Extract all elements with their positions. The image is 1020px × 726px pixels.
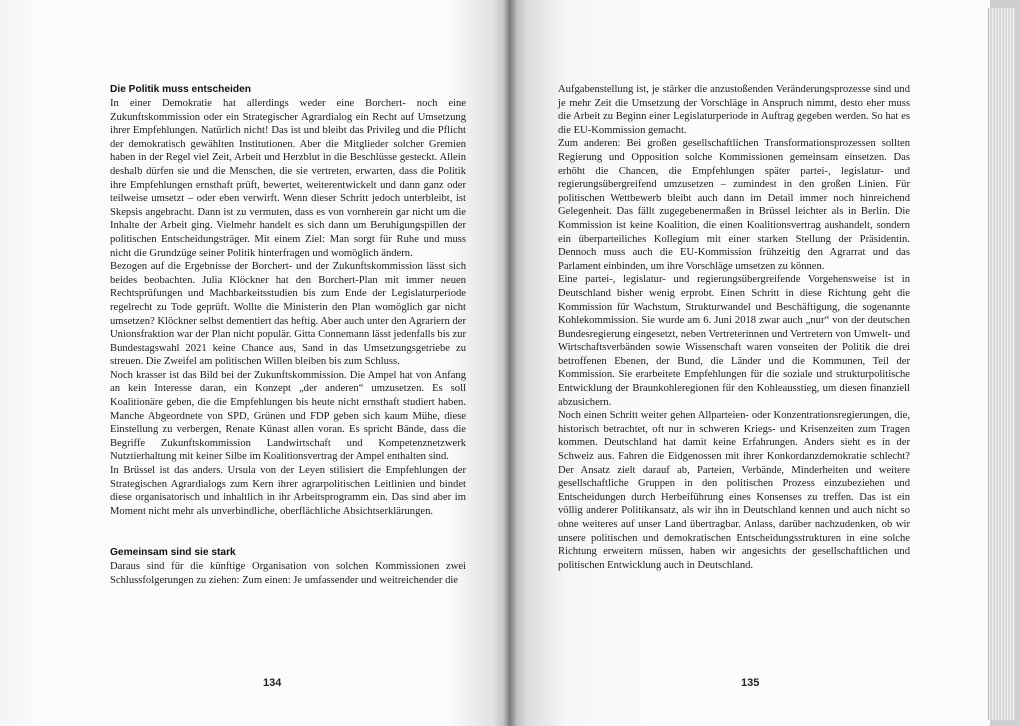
- paragraph: Eine partei-, legislatur- und regierungsübergreifende Vorgehensweise ist in Deutschland bisher wenig erprobt. Einen Schritt in diese Richtung geht die Kommission für Wachstum, Strukturwandel und Beschäftigung, die sogenannte Kohlekommission. Sie wurde am 6. Juni 2018 zwar auch „nur“ von der deutschen Bundesregierung eingesetzt, neben Vertreterinnen und Vertretern von Umwelt- und Wirtschaftsverbänden sowie Wissenschaft waren vonseiten der Politik die drei betroffenen Ebenen, der Bund, die Länder und die Kommunen, Teil der Kommission. Sie erarbeitete Empfehlungen für die soziale und strukturpolitische Entwicklung der Braunkohleregionen für den Kohleausstieg, um diesen finanziell abzusichern.: [558, 274, 910, 408]
- paragraph: Bezogen auf die Ergebnisse der Borchert- und der Zukunftskommission lässt sich beides beobachten. Julia Klöckner hat den Borchert-Plan mit immer neuen Rechtsprüfungen und Machbarkeitsstudien bis zum Ende der Legislaturperiode regelrecht zu Tode geprüft. Wollte die Ministerin den Plan womöglich gar nicht umsetzen? Klöckner selbst dementiert das heftig. Aber auch unter den Agrariern der Unionsfraktion war der Plan nicht populär. Gitta Connemann lässt jedenfalls bis zur Bundestagswahl 2021 keine Chance aus, Sand in das Umsetzungsgetriebe zu streuen. Die Zweifel am politischen Willen bleiben bis zum Schluss.: [110, 261, 466, 368]
- page-number: 134: [263, 677, 282, 689]
- paragraph: Noch einen Schritt weiter gehen Allparteien- oder Konzentrationsregierungen, die, historisch betrachtet, oft nur in schweren Kriegs- und Krisenzeiten zum Tragen kommen. Deutschland hat damit keine Erfahrungen. Anders sieht es in der Schweiz aus. Fahren die Eidgenossen mit ihrer Konkordanzdemokratie schlecht? Der Ansatz zielt darauf ab, Parteien, Verbände, Minderheiten und weitere gesellschaftliche Gruppen in den politischen Prozess einzubeziehen und Entscheidungen durch Herbeiführung eines Konsenses zu treffen. Das ist ein völlig anderer Politikansatz, als wir ihn in Deutschland kennen und auch nicht so ohne weiteres auf unser Land übertragbar. Anlass, darüber nachzudenken, ob wir unsere politischen und demokratischen Entscheidungsstrukturen in eine solche Richtung erweitern müssen, haben wir angesichts der gesellschaftlichen und politischen Entwicklung auch in Deutschland.: [558, 410, 910, 571]
- page-edges: [988, 8, 1015, 720]
- page-number: 135: [741, 677, 760, 689]
- right-text-column: [558, 83, 910, 572]
- paragraph: In Brüssel ist das anders. Ursula von der Leyen stilisiert die Empfehlungen der Strategischen Agrardialogs zum Kern ihrer agrarpolitischen Leitlinien und bindet diese organisatorisch und inhaltlich in ihr Arbeitsprogramm ein. Das sind aber im Moment nicht mehr als unverbindliche, oberflächliche Absichtserklärungen.: [110, 465, 466, 517]
- paragraph: Aufgabenstellung ist, je stärker die anzustoßenden Veränderungsprozesse sind und je mehr Zeit die Umsetzung der Vorschläge in Anspruch nimmt, desto eher muss die Arbeit zu Beginn einer Legislaturperiode in Auftrag gegeben werden. So hat es die EU-Kommission gemacht.: [558, 84, 910, 136]
- left-text-column: [110, 83, 466, 588]
- paragraph: Zum anderen: Bei großen gesellschaftlichen Transformationsprozessen sollten Regierung und Opposition solche Kommissionen gemeinsam einsetzen. Das erhöht die Chancen, die Empfehlungen später partei-, legislatur- und regierungsübergreifend umzusetzen – zumindest in den großen Linien. Für politischen Wettbewerb bleibt auch dann im Detail immer noch hinreichend Gelegenheit. Das fällt zugegebenermaßen in Brüssel leichter als in Berlin. Die Kommission ist keine Koalition, die einen Koalitionsvertrag aushandelt, sondern ein überparteiliches Kollegium mit einer starken Stellung der Präsidentin. Dennoch muss auch die EU-Kommission frühzeitig den Agrarrat und das Parlament einbinden, um ihre Vorschläge umsetzen zu können.: [558, 138, 910, 272]
- section-spacer: [110, 518, 466, 546]
- paragraph: Daraus sind für die künftige Organisation von solchen Kommissionen zwei Schlussfolgerungen zu ziehen: Zum einen: Je umfassender und weitreichender die: [110, 561, 466, 586]
- section-heading: Die Politik muss entscheiden: [110, 84, 251, 95]
- book-gutter: [503, 0, 517, 726]
- paragraph: Noch krasser ist das Bild bei der Zukunftskommission. Die Ampel hat von Anfang an kein Interesse daran, ein Konzept „der anderen“ umzusetzen. Es soll Koalitionäre geben, die die Empfehlungen bis heute nicht ernsthaft studiert haben. Manche Abgeordnete von SPD, Grünen und FDP geben sich kaum Mühe, diese Einstellung zu verbergen, Renate Künast allen voran. Es spricht Bände, dass die Begriffe Zukunftskommission Landwirtschaft und Kompetenznetzwerk Nutztierhaltung mit keiner Silbe im Koalitionsvertrag der Ampel enthalten sind.: [110, 369, 466, 463]
- section-heading: Gemeinsam sind sie stark: [110, 547, 236, 559]
- paragraph: In einer Demokratie hat allerdings weder eine Borchert- noch eine Zukunftskommission oder ein Strategischer Agrardialog ein Recht auf Umsetzung ihrer Empfehlungen. Natürlich nicht! Das ist und bleibt das Privileg und die Pflicht der demokratisch gewählten Institutionen. Aber die Mitglieder solcher Gremien haben in der Regel viel Zeit, Arbeit und Herzblut in die Beschlüsse gesteckt. Allein deshalb dürfen sie und die Menschen, die sie vertreten, erwarten, dass die Politik ihre Empfehlungen ernsthaft prüft, bewertet, weiterentwickelt und dann ganz oder teilweise umsetzt – oder eben verwirft. Wenn dieser Schritt jedoch unterbleibt, ist Skepsis angebracht. Dann ist zu vermuten, dass es von vornherein gar nicht um die Inhalte der Arbeit ging. Vielmehr handelt es sich dann um Beruhigungspillen der politischen Entscheidungsträger. Mit einem Ziel: Man sorgt für Ruhe und muss nicht die Grundzüge seiner Politik hinterfragen und womöglich ändern.: [110, 98, 466, 259]
